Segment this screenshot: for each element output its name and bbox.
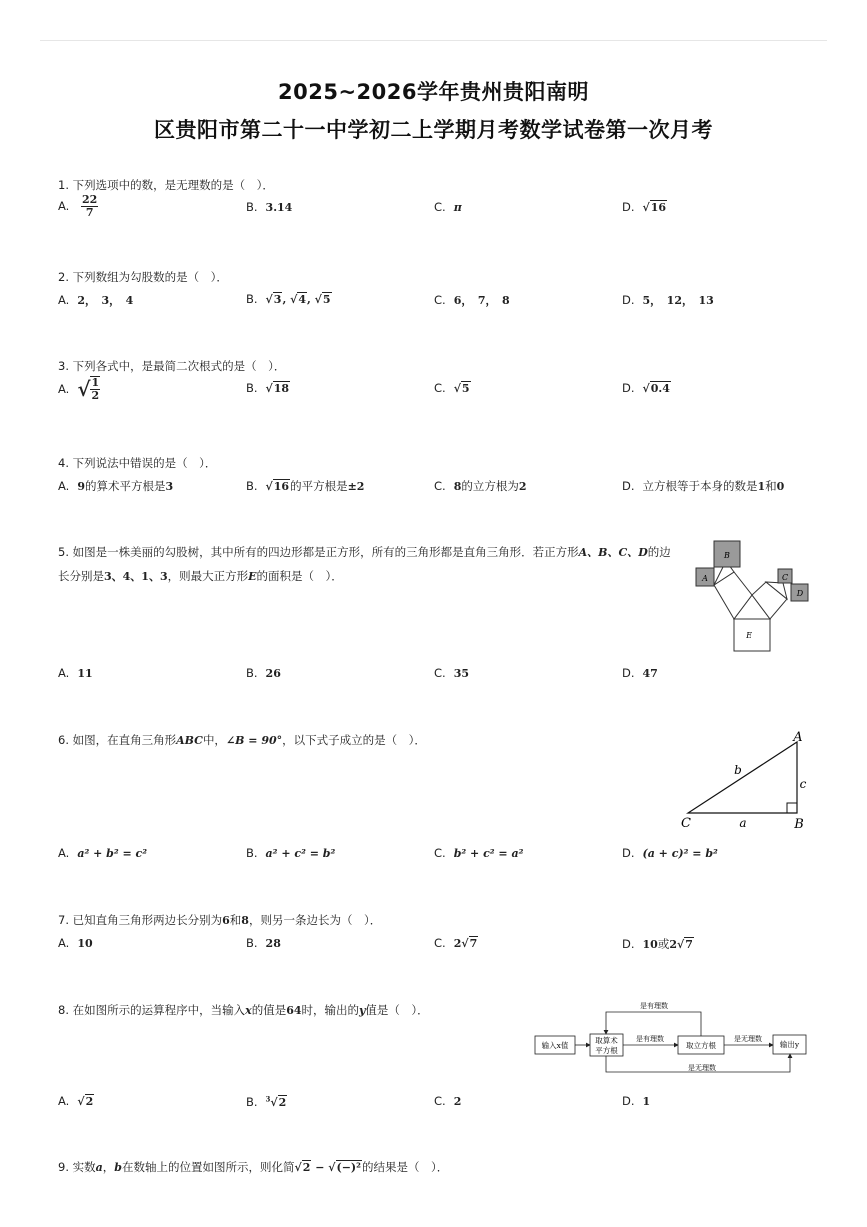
question-7-option-c[interactable]: C. 2√7: [434, 936, 478, 950]
question-4-option-b[interactable]: B. √16的平方根是±2: [246, 479, 365, 493]
question-9-stem: 9. 实数a，b在数轴上的位置如图所示，则化简√2 − √(−)²的结果是（ ）．: [58, 1160, 449, 1174]
question-7-option-b[interactable]: B. 28: [246, 936, 281, 950]
right-triangle-figure: [676, 728, 811, 836]
svg-text:是有理数: 是有理数: [636, 1035, 664, 1043]
question-7-option-a[interactable]: A. 10: [58, 936, 93, 950]
vertex-b-label: B: [794, 817, 804, 832]
question-3-option-b[interactable]: B. √18: [246, 381, 290, 395]
question-4-option-a[interactable]: A. 9的算术平方根是3: [58, 479, 174, 493]
question-4-option-c[interactable]: C. 8的立方根为2: [434, 479, 527, 493]
question-3-stem: 3. 下列各式中，是最简二次根式的是（ ）．: [58, 359, 286, 373]
question-2-option-c[interactable]: C. 6， 7， 8: [434, 293, 510, 307]
question-1-option-a[interactable]: A. $\frac{22}{7}$: [58, 193, 98, 219]
question-1-stem: 1. 下列选项中的数，是无理数的是（ ）．: [58, 178, 274, 192]
svg-text:输出y: 输出y: [779, 1040, 800, 1049]
flowchart-figure: [532, 996, 812, 1078]
question-8-option-d[interactable]: D. 1: [622, 1094, 651, 1108]
sqrt-expression: √16: [642, 201, 667, 214]
vertex-c-label: C: [681, 816, 691, 831]
pythagoras-tree-figure: [690, 538, 815, 656]
svg-text:输入x值: 输入x值: [541, 1041, 569, 1050]
question-6-option-a[interactable]: A. a² + b² = c²: [58, 846, 148, 860]
question-8-option-a[interactable]: A. √2: [58, 1094, 94, 1108]
side-c-label: c: [799, 777, 807, 791]
page-title-line2: 区贵阳市第二十一中学初二上学期月考数学试卷第一次月考: [154, 118, 713, 142]
svg-text:是无理数: 是无理数: [688, 1064, 716, 1072]
question-8-option-c[interactable]: C. 2: [434, 1094, 462, 1108]
label-b: B: [724, 551, 730, 560]
question-2-option-a[interactable]: A. 2， 3， 4: [58, 293, 134, 307]
vertex-a-label: A: [793, 730, 803, 745]
label-e: E: [746, 631, 752, 640]
question-7-stem: 7. 已知直角三角形两边长分别为6和8，则另一条边长为（ ）．: [58, 913, 382, 927]
side-b-label: b: [734, 763, 742, 777]
question-4-option-d[interactable]: D. 立方根等于本身的数是1和0: [622, 479, 785, 493]
label-a: A: [702, 574, 708, 583]
question-3-option-a[interactable]: A. √ $\frac{1}{2}$: [58, 376, 100, 402]
question-5-option-d[interactable]: D. 47: [622, 666, 658, 680]
question-6-stem: 6. 如图，在直角三角形ABC中，∠B = 90°，以下式子成立的是（ ）．: [58, 733, 426, 747]
question-1-option-d[interactable]: D. √16: [622, 200, 667, 214]
question-6-option-d[interactable]: D. (a + c)² = b²: [622, 846, 718, 860]
question-5-stem-line1: 5. 如图是一株美丽的勾股树，其中所有的四边形都是正方形，所有的三角形都是直角三角形．若正方形A、B、C、D的边: [58, 545, 671, 559]
svg-text:是有理数: 是有理数: [640, 1002, 668, 1010]
question-6-option-c[interactable]: C. b² + c² = a²: [434, 846, 524, 860]
question-1-option-b[interactable]: B. 3.14: [246, 200, 293, 214]
question-8-option-b[interactable]: B. $^3$√2: [246, 1094, 287, 1109]
question-2-option-d[interactable]: D. 5， 12， 13: [622, 293, 714, 307]
question-2-option-b[interactable]: B. √3, √4, √5: [246, 292, 331, 306]
question-5-stem-line2: 长分别是3、4、1、3，则最大正方形E的面积是（ ）．: [58, 569, 343, 583]
square-e: [734, 619, 770, 651]
question-5-option-c[interactable]: C. 35: [434, 666, 469, 680]
label-c: C: [781, 573, 789, 582]
svg-text:平方根: 平方根: [595, 1046, 618, 1055]
question-3-option-d[interactable]: D. √0.4: [622, 381, 670, 395]
svg-text:取立方根: 取立方根: [686, 1041, 716, 1050]
question-5-option-b[interactable]: B. 26: [246, 666, 281, 680]
side-a-label: a: [739, 816, 747, 830]
label-d: D: [796, 589, 804, 598]
svg-text:是无理数: 是无理数: [734, 1035, 762, 1043]
question-8-stem: 8. 在如图所示的运算程序中，当输入x的值是64时，输出的y值是（ ）．: [58, 1003, 429, 1017]
fraction: $\frac{22}{7}$: [81, 193, 98, 219]
question-4-stem: 4. 下列说法中错误的是（ ）．: [58, 456, 217, 470]
question-2-stem: 2. 下列数组为勾股数的是（ ）．: [58, 270, 228, 284]
question-6-option-b[interactable]: B. a² + c² = b²: [246, 846, 336, 860]
question-1-option-c[interactable]: C. π: [434, 200, 462, 214]
question-5-option-a[interactable]: A. 11: [58, 666, 93, 680]
top-divider: [40, 40, 827, 41]
svg-text:取算术: 取算术: [595, 1036, 618, 1045]
page-title-line1: 2025~2026学年贵州贵阳南明: [278, 80, 589, 104]
question-7-option-d[interactable]: D. 10或2√7: [622, 937, 693, 951]
question-3-option-c[interactable]: C. √5: [434, 381, 470, 395]
